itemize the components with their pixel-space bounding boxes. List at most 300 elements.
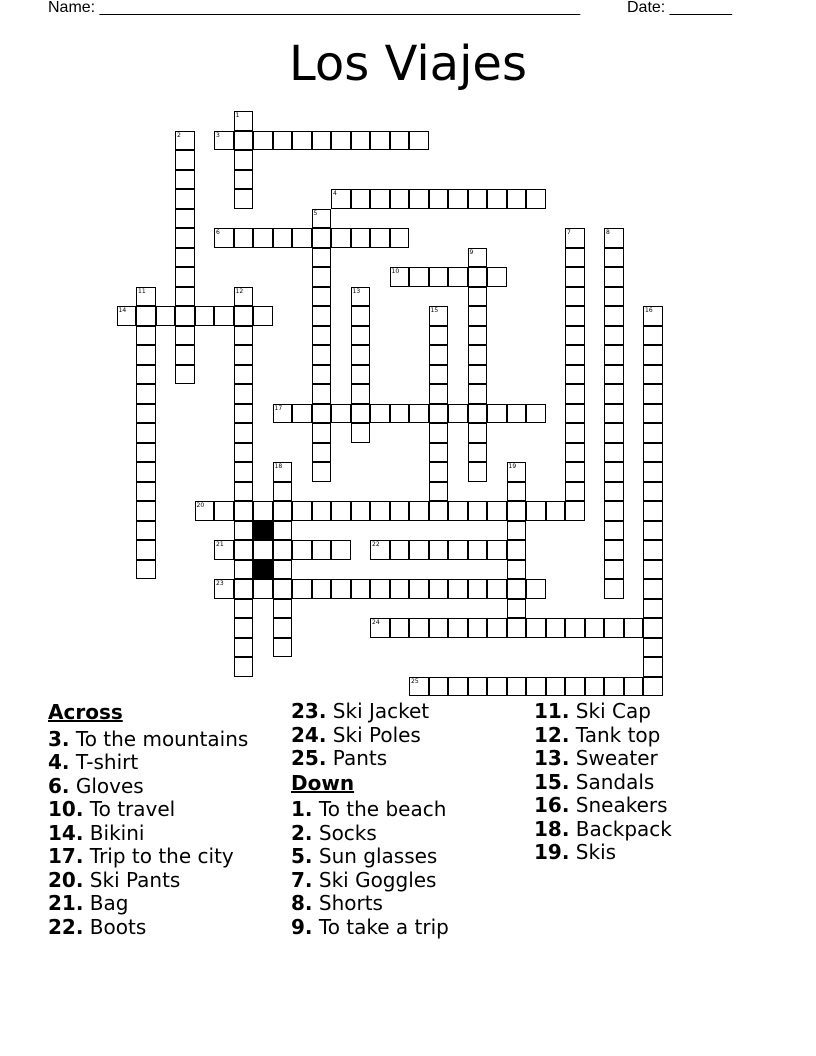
- grid-cell[interactable]: [390, 618, 410, 638]
- grid-cell[interactable]: [312, 248, 332, 268]
- grid-cell[interactable]: [429, 618, 449, 638]
- grid-cell[interactable]: [565, 228, 585, 248]
- grid-cell[interactable]: [273, 501, 293, 521]
- grid-cell[interactable]: [565, 365, 585, 385]
- grid-cell[interactable]: [526, 189, 546, 209]
- grid-cell[interactable]: [312, 404, 332, 424]
- grid-cell[interactable]: [234, 131, 254, 151]
- grid-cell[interactable]: [409, 501, 429, 521]
- grid-cell[interactable]: [604, 345, 624, 365]
- grid-cell[interactable]: [643, 677, 663, 697]
- grid-cell[interactable]: [175, 170, 195, 190]
- grid-cell[interactable]: [312, 345, 332, 365]
- grid-cell[interactable]: [331, 540, 351, 560]
- grid-cell[interactable]: [565, 267, 585, 287]
- grid-cell[interactable]: [643, 579, 663, 599]
- grid-cell[interactable]: [468, 618, 488, 638]
- grid-cell[interactable]: [351, 326, 371, 346]
- grid-cell[interactable]: [370, 131, 390, 151]
- grid-cell[interactable]: [312, 384, 332, 404]
- grid-cell[interactable]: [429, 482, 449, 502]
- grid-cell[interactable]: [468, 248, 488, 268]
- grid-cell[interactable]: [429, 326, 449, 346]
- grid-cell[interactable]: [234, 345, 254, 365]
- clue-number-label: 10: [391, 268, 400, 275]
- grid-cell[interactable]: [409, 579, 429, 599]
- grid-cell[interactable]: [643, 462, 663, 482]
- grid-cell[interactable]: [136, 306, 156, 326]
- grid-cell[interactable]: [175, 228, 195, 248]
- clue-item: [48, 892, 248, 916]
- grid-cell[interactable]: [507, 677, 527, 697]
- grid-cell[interactable]: [390, 228, 410, 248]
- grid-cell[interactable]: [526, 501, 546, 521]
- grid-cell[interactable]: [136, 521, 156, 541]
- clue-text: Gloves: [69, 773, 144, 798]
- grid-cell[interactable]: [175, 189, 195, 209]
- grid-cell[interactable]: [604, 443, 624, 463]
- grid-cell[interactable]: [312, 443, 332, 463]
- grid-cell[interactable]: [273, 228, 293, 248]
- grid-cell[interactable]: [468, 579, 488, 599]
- grid-cell[interactable]: [312, 540, 332, 560]
- grid-cell[interactable]: [351, 131, 371, 151]
- grid-cell[interactable]: [526, 404, 546, 424]
- grid-cell[interactable]: [468, 326, 488, 346]
- grid-cell[interactable]: [409, 131, 429, 151]
- grid-cell[interactable]: [604, 326, 624, 346]
- grid-cell[interactable]: [409, 404, 429, 424]
- grid-cell[interactable]: [175, 267, 195, 287]
- grid-cell[interactable]: [234, 326, 254, 346]
- grid-cell[interactable]: [507, 618, 527, 638]
- grid-cell[interactable]: [487, 579, 507, 599]
- grid-cell[interactable]: [331, 404, 351, 424]
- grid-cell[interactable]: [234, 404, 254, 424]
- grid-cell[interactable]: [351, 345, 371, 365]
- grid-cell[interactable]: [604, 404, 624, 424]
- grid-cell[interactable]: [429, 462, 449, 482]
- grid-cell[interactable]: [312, 423, 332, 443]
- grid-cell[interactable]: [643, 404, 663, 424]
- grid-cell[interactable]: [604, 579, 624, 599]
- grid-cell[interactable]: [312, 287, 332, 307]
- grid-cell[interactable]: [643, 540, 663, 560]
- grid-cell[interactable]: [643, 618, 663, 638]
- grid-cell[interactable]: [643, 326, 663, 346]
- grid-cell[interactable]: [234, 111, 254, 131]
- grid-cell[interactable]: [507, 189, 527, 209]
- grid-cell[interactable]: [312, 306, 332, 326]
- grid-cell[interactable]: [351, 287, 371, 307]
- grid-cell[interactable]: [448, 579, 468, 599]
- grid-cell[interactable]: [507, 482, 527, 502]
- grid-cell[interactable]: [604, 501, 624, 521]
- grid-cell[interactable]: [331, 189, 351, 209]
- grid-cell[interactable]: [331, 228, 351, 248]
- grid-cell[interactable]: [468, 443, 488, 463]
- date-field-label: Date: _______: [627, 0, 732, 16]
- grid-cell[interactable]: [292, 131, 312, 151]
- grid-cell[interactable]: [136, 501, 156, 521]
- grid-cell[interactable]: [253, 501, 273, 521]
- grid-cell[interactable]: [507, 540, 527, 560]
- grid-cell[interactable]: [312, 209, 332, 229]
- grid-cell[interactable]: [156, 306, 176, 326]
- grid-cell[interactable]: [351, 579, 371, 599]
- grid-cell[interactable]: [234, 287, 254, 307]
- grid-cell[interactable]: [643, 384, 663, 404]
- grid-cell[interactable]: [136, 384, 156, 404]
- grid-cell[interactable]: [136, 365, 156, 385]
- grid-cell[interactable]: [429, 540, 449, 560]
- grid-cell[interactable]: [390, 267, 410, 287]
- grid-cell[interactable]: [643, 638, 663, 658]
- grid-cell[interactable]: [429, 345, 449, 365]
- grid-cell[interactable]: [487, 677, 507, 697]
- grid-cell[interactable]: [175, 131, 195, 151]
- grid-cell[interactable]: [604, 384, 624, 404]
- grid-cell[interactable]: [468, 306, 488, 326]
- grid-cell[interactable]: [507, 521, 527, 541]
- grid-cell[interactable]: [585, 677, 605, 697]
- grid-cell[interactable]: [234, 618, 254, 638]
- grid-cell[interactable]: [604, 560, 624, 580]
- grid-cell[interactable]: [429, 579, 449, 599]
- grid-cell[interactable]: [234, 150, 254, 170]
- grid-cell[interactable]: [468, 365, 488, 385]
- grid-cell[interactable]: [565, 677, 585, 697]
- grid-cell[interactable]: [234, 657, 254, 677]
- grid-cell[interactable]: [234, 423, 254, 443]
- grid-cell[interactable]: [487, 501, 507, 521]
- grid-cell[interactable]: [370, 404, 390, 424]
- grid-cell[interactable]: [468, 540, 488, 560]
- grid-cell[interactable]: [370, 189, 390, 209]
- grid-cell[interactable]: [234, 482, 254, 502]
- grid-cell[interactable]: [175, 326, 195, 346]
- grid-cell[interactable]: [604, 228, 624, 248]
- clue-number-label: 16: [645, 307, 653, 314]
- grid-cell[interactable]: [370, 618, 390, 638]
- grid-cell[interactable]: [468, 501, 488, 521]
- grid-cell[interactable]: [234, 365, 254, 385]
- grid-cell[interactable]: [195, 501, 215, 521]
- grid-cell[interactable]: [604, 365, 624, 385]
- grid-cell[interactable]: [565, 462, 585, 482]
- grid-cell[interactable]: [448, 404, 468, 424]
- grid-cell[interactable]: [468, 423, 488, 443]
- grid-cell[interactable]: [429, 384, 449, 404]
- grid-cell[interactable]: [292, 404, 312, 424]
- clue-text: Boots: [83, 914, 147, 939]
- grid-cell[interactable]: [390, 131, 410, 151]
- grid-cell[interactable]: [214, 579, 234, 599]
- grid-cell[interactable]: [468, 189, 488, 209]
- grid-cell[interactable]: [273, 404, 293, 424]
- grid-cell[interactable]: [253, 131, 273, 151]
- grid-cell[interactable]: [312, 267, 332, 287]
- grid-cell[interactable]: [312, 131, 332, 151]
- grid-cell[interactable]: [175, 150, 195, 170]
- grid-cell[interactable]: [214, 228, 234, 248]
- grid-cell[interactable]: [175, 209, 195, 229]
- grid-cell[interactable]: [273, 638, 293, 658]
- grid-cell[interactable]: [136, 443, 156, 463]
- grid-cell[interactable]: [468, 677, 488, 697]
- grid-cell[interactable]: [448, 189, 468, 209]
- grid-cell[interactable]: [565, 345, 585, 365]
- grid-cell[interactable]: [604, 677, 624, 697]
- grid-cell[interactable]: [565, 501, 585, 521]
- grid-cell[interactable]: [273, 560, 293, 580]
- grid-cell[interactable]: [175, 365, 195, 385]
- grid-cell[interactable]: [390, 540, 410, 560]
- grid-cell[interactable]: [448, 540, 468, 560]
- grid-cell[interactable]: [448, 501, 468, 521]
- grid-cell[interactable]: [136, 560, 156, 580]
- grid-cell[interactable]: [604, 521, 624, 541]
- grid-cell[interactable]: [234, 638, 254, 658]
- grid-cell[interactable]: [604, 618, 624, 638]
- grid-cell[interactable]: [643, 560, 663, 580]
- grid-cell[interactable]: [312, 228, 332, 248]
- grid-cell[interactable]: [331, 501, 351, 521]
- grid-cell[interactable]: [565, 443, 585, 463]
- grid-cell[interactable]: [487, 540, 507, 560]
- grid-cell[interactable]: [546, 501, 566, 521]
- grid-cell[interactable]: [604, 306, 624, 326]
- grid-cell[interactable]: [136, 345, 156, 365]
- grid-cell[interactable]: [175, 287, 195, 307]
- grid-cell[interactable]: [390, 404, 410, 424]
- grid-cell[interactable]: [370, 579, 390, 599]
- grid-cell[interactable]: [370, 228, 390, 248]
- grid-cell[interactable]: [409, 618, 429, 638]
- grid-cell[interactable]: [565, 618, 585, 638]
- grid-cell[interactable]: [351, 228, 371, 248]
- grid-cell[interactable]: [409, 540, 429, 560]
- grid-cell[interactable]: [409, 267, 429, 287]
- grid-cell[interactable]: [468, 345, 488, 365]
- clue-item: [291, 747, 449, 771]
- grid-cell[interactable]: [390, 579, 410, 599]
- grid-cell[interactable]: [565, 482, 585, 502]
- grid-cell[interactable]: [487, 189, 507, 209]
- grid-cell[interactable]: [546, 618, 566, 638]
- grid-cell[interactable]: [292, 501, 312, 521]
- clue-item: [534, 794, 672, 818]
- grid-cell[interactable]: [175, 248, 195, 268]
- grid-cell[interactable]: [312, 326, 332, 346]
- grid-cell[interactable]: [409, 189, 429, 209]
- grid-cell[interactable]: [234, 521, 254, 541]
- grid-cell[interactable]: [585, 618, 605, 638]
- grid-cell[interactable]: [370, 501, 390, 521]
- grid-cell[interactable]: [565, 306, 585, 326]
- grid-cell[interactable]: [604, 482, 624, 502]
- grid-cell[interactable]: [214, 131, 234, 151]
- grid-cell[interactable]: [487, 618, 507, 638]
- grid-cell[interactable]: [526, 618, 546, 638]
- grid-cell[interactable]: [136, 482, 156, 502]
- grid-cell[interactable]: [604, 287, 624, 307]
- clue-item: [291, 892, 449, 916]
- grid-cell[interactable]: [292, 540, 312, 560]
- grid-cell[interactable]: [448, 677, 468, 697]
- grid-cell[interactable]: [643, 443, 663, 463]
- grid-cell[interactable]: [526, 677, 546, 697]
- grid-cell[interactable]: [273, 462, 293, 482]
- grid-cell[interactable]: [604, 540, 624, 560]
- grid-cell[interactable]: [234, 579, 254, 599]
- grid-cell[interactable]: [351, 423, 371, 443]
- grid-cell[interactable]: [507, 462, 527, 482]
- grid-cell[interactable]: [390, 501, 410, 521]
- grid-cell[interactable]: [273, 131, 293, 151]
- grid-cell[interactable]: [507, 560, 527, 580]
- grid-cell[interactable]: [429, 267, 449, 287]
- grid-cell[interactable]: [273, 579, 293, 599]
- grid-cell[interactable]: [136, 287, 156, 307]
- grid-cell[interactable]: [117, 306, 137, 326]
- grid-cell[interactable]: [643, 599, 663, 619]
- grid-cell[interactable]: [234, 560, 254, 580]
- grid-cell[interactable]: [253, 540, 273, 560]
- grid-cell[interactable]: [351, 189, 371, 209]
- grid-cell[interactable]: [448, 618, 468, 638]
- grid-cell[interactable]: [312, 501, 332, 521]
- grid-cell[interactable]: [234, 306, 254, 326]
- grid-cell[interactable]: [312, 365, 332, 385]
- grid-cell[interactable]: [234, 189, 254, 209]
- grid-cell[interactable]: [273, 540, 293, 560]
- grid-cell[interactable]: [234, 501, 254, 521]
- grid-cell[interactable]: [429, 677, 449, 697]
- grid-cell[interactable]: [273, 618, 293, 638]
- grid-cell[interactable]: [136, 462, 156, 482]
- grid-cell[interactable]: [253, 228, 273, 248]
- grid-cell[interactable]: [565, 287, 585, 307]
- grid-cell[interactable]: [468, 462, 488, 482]
- grid-cell[interactable]: [565, 423, 585, 443]
- grid-cell[interactable]: [312, 579, 332, 599]
- grid-cell[interactable]: [643, 423, 663, 443]
- grid-cell[interactable]: [234, 170, 254, 190]
- grid-cell[interactable]: [507, 579, 527, 599]
- grid-cell[interactable]: [351, 501, 371, 521]
- grid-cell[interactable]: [136, 404, 156, 424]
- grid-cell[interactable]: [468, 404, 488, 424]
- grid-cell[interactable]: [214, 540, 234, 560]
- grid-cell[interactable]: [234, 228, 254, 248]
- grid-cell[interactable]: [429, 306, 449, 326]
- grid-cell[interactable]: [136, 423, 156, 443]
- grid-cell[interactable]: [175, 345, 195, 365]
- grid-cell[interactable]: [429, 443, 449, 463]
- grid-cell[interactable]: [234, 599, 254, 619]
- grid-cell[interactable]: [409, 677, 429, 697]
- grid-cell[interactable]: [351, 365, 371, 385]
- grid-cell[interactable]: [468, 267, 488, 287]
- grid-cell[interactable]: [429, 404, 449, 424]
- grid-cell[interactable]: [624, 618, 644, 638]
- clue-number: 25.: [291, 746, 327, 770]
- grid-cell[interactable]: [429, 423, 449, 443]
- grid-cell[interactable]: [546, 677, 566, 697]
- grid-cell[interactable]: [643, 521, 663, 541]
- grid-cell[interactable]: [351, 306, 371, 326]
- grid-cell[interactable]: [234, 540, 254, 560]
- grid-cell[interactable]: [643, 501, 663, 521]
- grid-cell[interactable]: [643, 482, 663, 502]
- grid-cell[interactable]: [487, 404, 507, 424]
- grid-cell[interactable]: [253, 306, 273, 326]
- grid-cell[interactable]: [195, 306, 215, 326]
- grid-cell[interactable]: [390, 189, 410, 209]
- grid-cell[interactable]: [643, 657, 663, 677]
- grid-cell[interactable]: [565, 384, 585, 404]
- grid-cell[interactable]: [292, 579, 312, 599]
- grid-cell[interactable]: [624, 677, 644, 697]
- grid-cell[interactable]: [468, 384, 488, 404]
- clue-item: [48, 822, 248, 846]
- grid-cell[interactable]: [604, 423, 624, 443]
- grid-cell[interactable]: [370, 540, 390, 560]
- grid-cell[interactable]: [273, 521, 293, 541]
- grid-cell[interactable]: [331, 579, 351, 599]
- grid-cell[interactable]: [468, 287, 488, 307]
- grid-cell[interactable]: [273, 482, 293, 502]
- grid-cell[interactable]: [234, 462, 254, 482]
- grid-cell[interactable]: [487, 267, 507, 287]
- grid-cell[interactable]: [429, 501, 449, 521]
- grid-cell[interactable]: [604, 248, 624, 268]
- grid-cell[interactable]: [429, 365, 449, 385]
- down-clue-list-continued: [534, 700, 672, 865]
- grid-cell[interactable]: [507, 404, 527, 424]
- grid-cell[interactable]: [331, 131, 351, 151]
- grid-cell[interactable]: [643, 306, 663, 326]
- grid-cell[interactable]: [604, 267, 624, 287]
- grid-cell[interactable]: [312, 462, 332, 482]
- grid-cell[interactable]: [643, 365, 663, 385]
- grid-cell[interactable]: [273, 599, 293, 619]
- grid-cell[interactable]: [136, 540, 156, 560]
- grid-cell[interactable]: [234, 384, 254, 404]
- grid-cell[interactable]: [292, 228, 312, 248]
- grid-cell[interactable]: [136, 326, 156, 346]
- grid-cell[interactable]: [351, 404, 371, 424]
- grid-cell[interactable]: [429, 189, 449, 209]
- grid-cell[interactable]: [214, 306, 234, 326]
- grid-cell[interactable]: [643, 345, 663, 365]
- clue-item: [48, 798, 248, 822]
- grid-cell[interactable]: [604, 462, 624, 482]
- grid-cell[interactable]: [565, 326, 585, 346]
- grid-cell[interactable]: [234, 443, 254, 463]
- grid-cell[interactable]: [351, 384, 371, 404]
- grid-cell[interactable]: [565, 404, 585, 424]
- grid-cell[interactable]: [526, 579, 546, 599]
- grid-cell[interactable]: [507, 599, 527, 619]
- grid-cell[interactable]: [507, 501, 527, 521]
- grid-cell[interactable]: [565, 248, 585, 268]
- grid-cell[interactable]: [175, 306, 195, 326]
- grid-cell[interactable]: [253, 579, 273, 599]
- grid-cell[interactable]: [448, 267, 468, 287]
- grid-cell[interactable]: [214, 501, 234, 521]
